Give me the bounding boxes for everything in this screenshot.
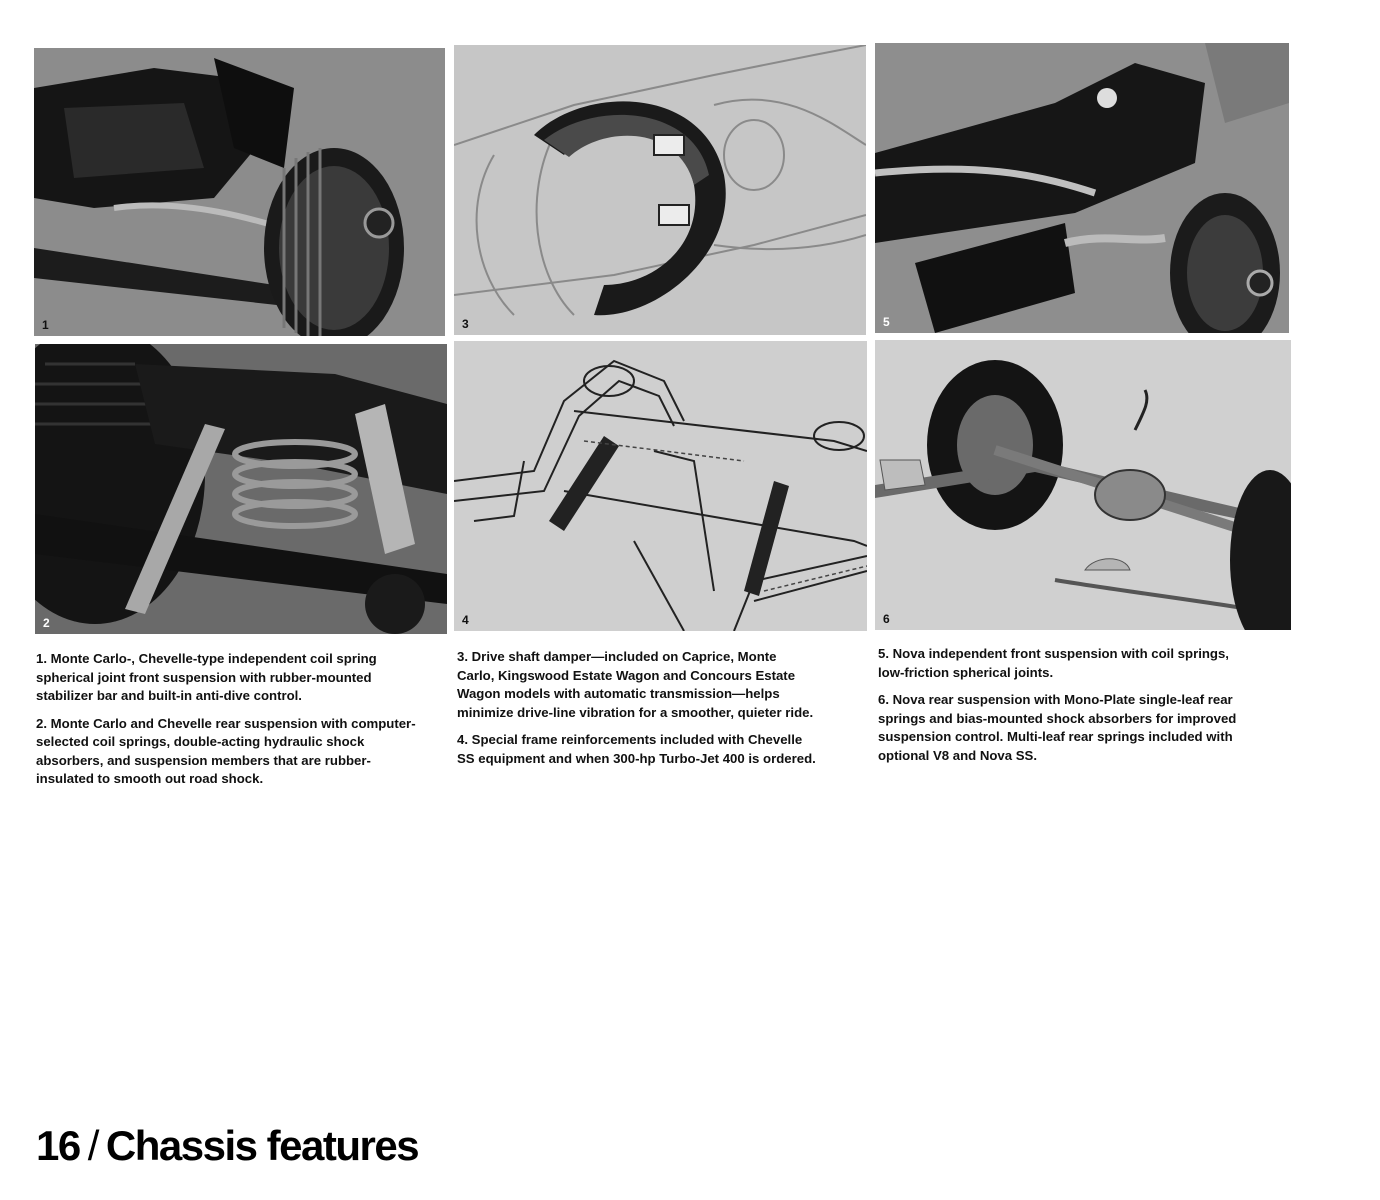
- front-suspension-illustration: [34, 48, 445, 336]
- title-separator: /: [87, 1122, 98, 1169]
- caption-1: 1. Monte Carlo-, Chevelle-type independent coil spring spherical joint front suspension with rubber-mounted stabilizer bar and built-in anti-dive control.: [36, 651, 377, 703]
- caption-6: 6. Nova rear suspension with Mono-Plate single-leaf rear springs and bias-mounted shock absorbers for improved suspension control. Multi-leaf rear springs included with optional V8 and Nova SS.: [878, 692, 1237, 763]
- photo-panel-5: [875, 43, 1289, 333]
- caption-5: 5. Nova independent front suspension with coil springs, low-friction spherical joints.: [878, 646, 1229, 680]
- drive-shaft-damper-illustration: [454, 45, 866, 335]
- nova-rear-suspension-illustration: [875, 340, 1291, 630]
- caption-2: 2. Monte Carlo and Chevelle rear suspension with computer-selected coil springs, double-acting hydraulic shock absorbers, and suspension members that are rubber-insulated to smooth out road shock.: [36, 715, 416, 786]
- panel-number-5: 5: [883, 315, 890, 329]
- photo-panel-6: [875, 340, 1291, 630]
- photo-panel-2: [35, 344, 447, 634]
- panel-number-1: 1: [42, 318, 49, 332]
- panel-number-4: 4: [462, 613, 469, 627]
- caption-column-1: [36, 650, 421, 798]
- caption-3: 3. Drive shaft damper—included on Caprice, Monte Carlo, Kingswood Estate Wagon and Concours Estate Wagon models with automatic transmission—helps minimize drive-line vibration for a smoother, quieter ride.: [457, 649, 814, 720]
- caption-4: 4. Special frame reinforcements included with Chevelle SS equipment and when 300-hp Turbo-Jet 400 is ordered.: [457, 732, 816, 766]
- panel-number-2: 2: [43, 616, 50, 630]
- drawing-panel-3: [454, 45, 866, 335]
- page-number: 16: [36, 1122, 80, 1169]
- panel-number-6: 6: [883, 612, 890, 626]
- rear-suspension-illustration: [35, 344, 447, 634]
- section-title: Chassis features: [105, 1122, 419, 1169]
- photo-panel-1: [34, 48, 445, 336]
- caption-column-3: [878, 645, 1253, 774]
- page-title: [36, 1118, 418, 1174]
- drawing-panel-4: [454, 341, 867, 631]
- nova-front-suspension-illustration: [875, 43, 1289, 333]
- frame-reinforcement-illustration: [454, 341, 867, 631]
- panel-number-3: 3: [462, 317, 469, 331]
- caption-column-2: [457, 648, 817, 777]
